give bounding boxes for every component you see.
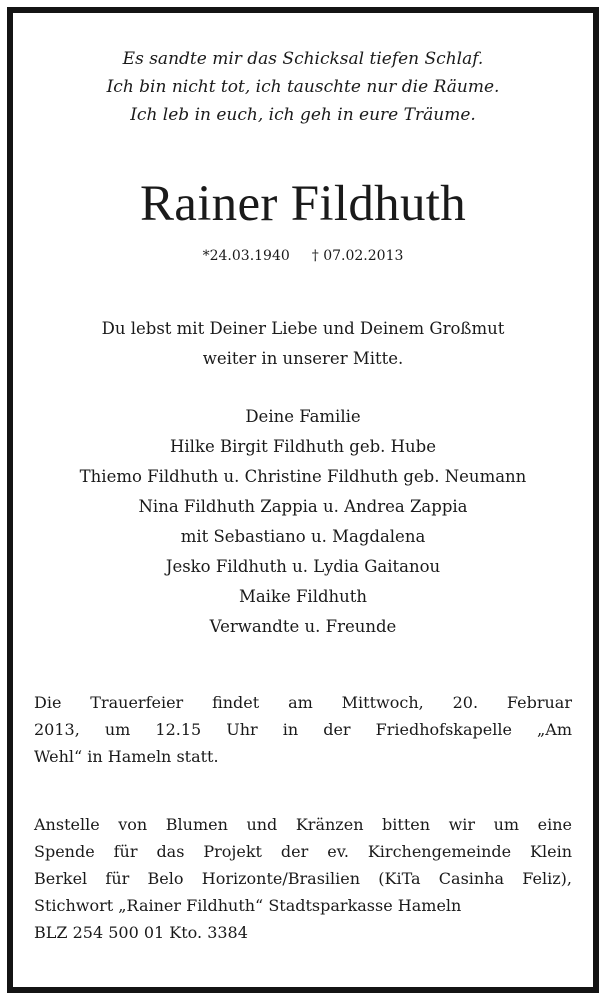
funeral-notice-line: Die Trauerfeier findet am Mittwoch, 20. Februar [34, 693, 572, 712]
family-member: Verwandte u. Freunde [209, 617, 397, 636]
donation-notice-line: Anstelle von Blumen und Kränzen bitten wir um eine [34, 815, 572, 834]
donation-notice [34, 811, 572, 946]
donation-notice-line: Stichwort „Rainer Fildhuth“ Stadtsparkasse Hameln [34, 896, 462, 915]
funeral-notice-line: Wehl“ in Hameln statt. [34, 747, 219, 766]
poem [0, 45, 606, 129]
deceased-name: Rainer Fildhuth [139, 176, 467, 232]
death-date: † 07.02.2013 [311, 248, 404, 264]
family-member: Thiemo Fildhuth u. Christine Fildhuth geb. Neumann [79, 467, 527, 486]
family-member: Maike Fildhuth [238, 587, 368, 606]
funeral-notice-line: 2013, um 12.15 Uhr in der Friedhofskapelle „Am [34, 720, 572, 739]
family-heading: Deine Familie [245, 407, 361, 426]
donation-notice-line: BLZ 254 500 01 Kto. 3384 [34, 923, 248, 942]
tribute-line: Du lebst mit Deiner Liebe und Deinem Großmut [101, 319, 505, 338]
family-member: mit Sebastiano u. Magdalena [180, 527, 426, 546]
tribute [0, 314, 606, 374]
birth-date: *24.03.1940 [202, 248, 290, 264]
family-member: Nina Fildhuth Zappia u. Andrea Zappia [138, 497, 468, 516]
poem-line: Ich bin nicht tot, ich tauschte nur die Räume. [106, 77, 500, 97]
life-dates [0, 246, 606, 266]
poem-line: Ich leb in euch, ich geh in eure Träume. [130, 105, 476, 125]
donation-notice-line: Spende für das Projekt der ev. Kirchengemeinde Klein [34, 842, 572, 861]
poem-line: Es sandte mir das Schicksal tiefen Schlaf. [122, 49, 484, 69]
tribute-line: weiter in unserer Mitte. [202, 349, 404, 368]
family-member: Jesko Fildhuth u. Lydia Gaitanou [165, 557, 441, 576]
funeral-notice [34, 689, 572, 770]
family-list [0, 402, 606, 642]
family-member: Hilke Birgit Fildhuth geb. Hube [170, 437, 436, 456]
donation-notice-line: Berkel für Belo Horizonte/Brasilien (KiTa Casinha Feliz), [34, 869, 572, 888]
